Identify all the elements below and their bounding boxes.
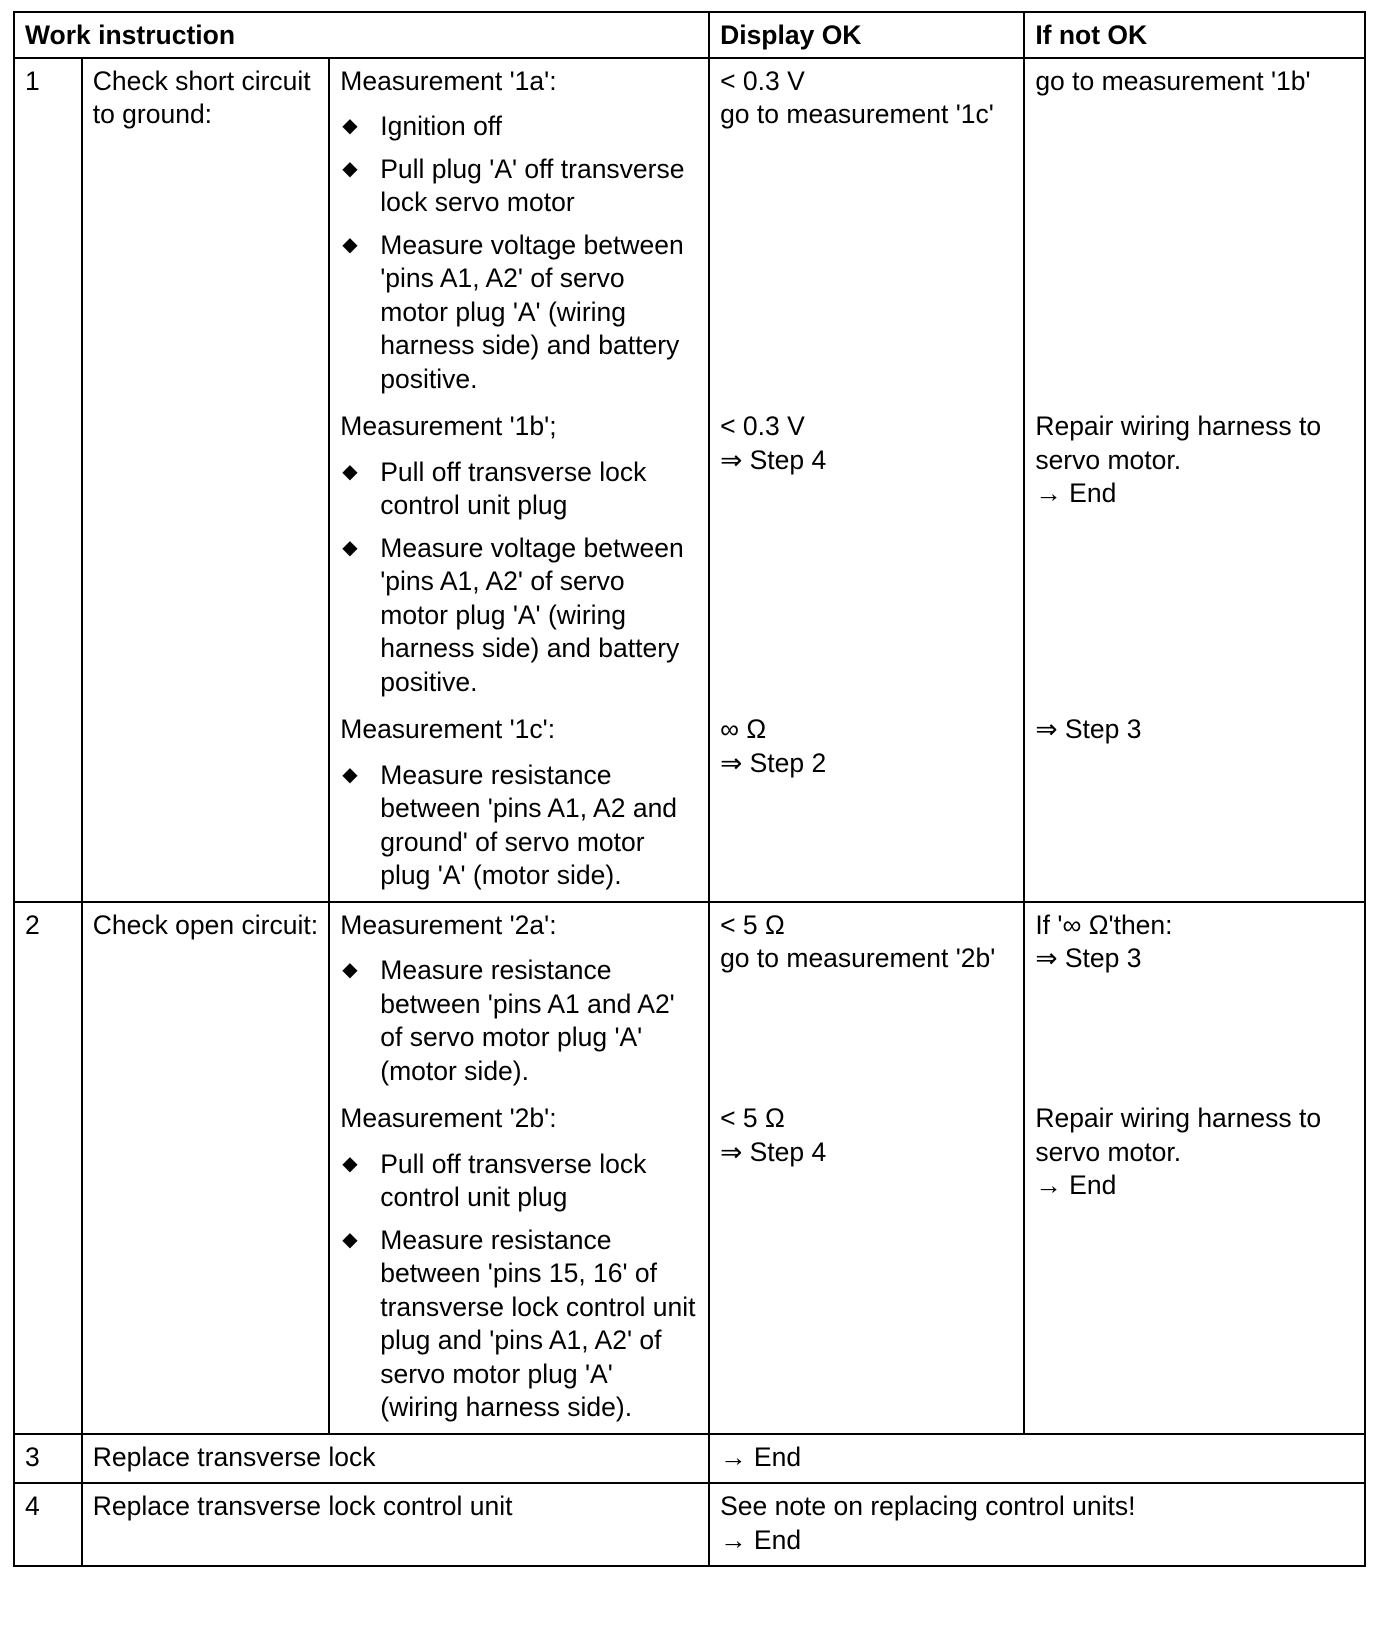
if-not-ok-cell <box>1024 1096 1365 1434</box>
display-ok-cell <box>709 902 1024 1097</box>
bullet-icon: ◆ <box>342 157 358 180</box>
if-not-ok-cell <box>1024 404 1365 707</box>
list-item-text: Pull off transverse lock control unit plug <box>380 1148 647 1212</box>
display-ok-text: < 5 Ω ⇒ Step 4 <box>720 1103 827 1167</box>
display-ok-text: < 0.3 V ⇒ Step 4 <box>720 411 827 475</box>
work-instruction-table <box>13 11 1366 1567</box>
step-title: Replace transverse lock control unit <box>82 1483 709 1566</box>
list-item <box>340 532 698 700</box>
if-not-ok-text: ⇒ Step 3 <box>1035 714 1142 744</box>
display-ok-text: < 5 Ω go to measurement '2b' <box>720 909 996 973</box>
instruction-list <box>340 456 698 700</box>
step-result-text: See note on replacing control units! → End <box>720 1491 1136 1555</box>
list-item <box>340 1148 698 1215</box>
if-not-ok-text: Repair wiring harness to servo motor. → End <box>1035 1103 1322 1200</box>
step-result-text: → End <box>720 1441 802 1472</box>
list-item-text: Measure voltage between 'pins A1, A2' of servo motor plug 'A' (wiring harness side) and battery positive. <box>380 532 684 697</box>
if-not-ok-text: Repair wiring harness to servo motor. → End <box>1035 411 1322 508</box>
measurement-cell <box>329 707 709 902</box>
step-result <box>709 1434 1365 1484</box>
step-number: 2 <box>14 902 82 1434</box>
bullet-icon: ◆ <box>342 763 358 786</box>
instruction-list <box>340 954 698 1088</box>
list-item-text: Ignition off <box>380 111 503 141</box>
display-ok-cell <box>709 58 1024 405</box>
work-instruction-table-wrapper <box>13 11 1366 1567</box>
bullet-icon: ◆ <box>342 1228 358 1251</box>
bullet-icon: ◆ <box>342 536 358 559</box>
step-title: Check short circuit to ground: <box>82 58 330 902</box>
display-ok-text: ∞ Ω ⇒ Step 2 <box>720 714 827 778</box>
measurement-cell <box>329 1096 709 1434</box>
step-result <box>709 1483 1365 1566</box>
measurement-title: Measurement '2b': <box>340 1103 557 1133</box>
display-ok-cell <box>709 707 1024 902</box>
instruction-list <box>340 1148 698 1425</box>
display-ok-text: < 0.3 V go to measurement '1c' <box>720 65 994 129</box>
step-title: Check open circuit: <box>82 902 330 1434</box>
if-not-ok-cell <box>1024 58 1365 405</box>
list-item <box>340 229 698 397</box>
list-item-text: Measure resistance between 'pins A1 and A2' of servo motor plug 'A' (motor side). <box>380 955 675 1086</box>
list-item <box>340 759 698 893</box>
bullet-icon: ◆ <box>342 115 358 137</box>
list-item <box>340 110 698 144</box>
list-item-text: Pull off transverse lock control unit plug <box>380 456 647 520</box>
list-item <box>340 1224 698 1425</box>
table-row <box>14 1483 1365 1566</box>
header-work-instruction: Work instruction <box>14 12 709 58</box>
bullet-icon: ◆ <box>342 233 358 256</box>
measurement-cell <box>329 404 709 707</box>
list-item <box>340 456 698 523</box>
step-number: 1 <box>14 58 82 902</box>
step-number: 3 <box>14 1434 82 1484</box>
header-display-ok: Display OK <box>709 12 1024 58</box>
header-if-not-ok: If not OK <box>1024 12 1365 58</box>
if-not-ok-text: go to measurement '1b' <box>1035 65 1311 96</box>
measurement-title: Measurement '1c': <box>340 714 556 744</box>
measurement-cell <box>329 902 709 1097</box>
list-item-text: Measure resistance between 'pins 15, 16' of transverse lock control unit plug and 'pins A1, A2' of servo motor plug 'A' (wiring harness side). <box>380 1224 696 1422</box>
bullet-icon: ◆ <box>342 460 358 483</box>
step-title: Replace transverse lock <box>82 1434 709 1484</box>
instruction-list <box>340 759 698 893</box>
bullet-icon: ◆ <box>342 1152 358 1175</box>
table-row <box>14 1434 1365 1484</box>
step-number: 4 <box>14 1483 82 1566</box>
if-not-ok-text: If '∞ Ω'then: ⇒ Step 3 <box>1035 909 1173 973</box>
measurement-cell <box>329 58 709 405</box>
list-item <box>340 153 698 220</box>
display-ok-cell <box>709 1096 1024 1434</box>
if-not-ok-cell <box>1024 707 1365 902</box>
table-row <box>14 902 1365 1097</box>
instruction-list <box>340 110 698 396</box>
measurement-title: Measurement '1a': <box>340 65 557 96</box>
display-ok-cell <box>709 404 1024 707</box>
measurement-title: Measurement '1b'; <box>340 411 557 441</box>
bullet-icon: ◆ <box>342 959 358 981</box>
header-row <box>14 12 1365 58</box>
list-item-text: Measure voltage between 'pins A1, A2' of servo motor plug 'A' (wiring harness side) and battery positive. <box>380 229 684 394</box>
list-item <box>340 954 698 1088</box>
list-item-text: Pull plug 'A' off transverse lock servo motor <box>380 153 685 217</box>
if-not-ok-cell <box>1024 902 1365 1097</box>
measurement-title: Measurement '2a': <box>340 909 557 940</box>
table-row <box>14 58 1365 405</box>
list-item-text: Measure resistance between 'pins A1, A2 and ground' of servo motor plug 'A' (motor side). <box>380 759 678 890</box>
